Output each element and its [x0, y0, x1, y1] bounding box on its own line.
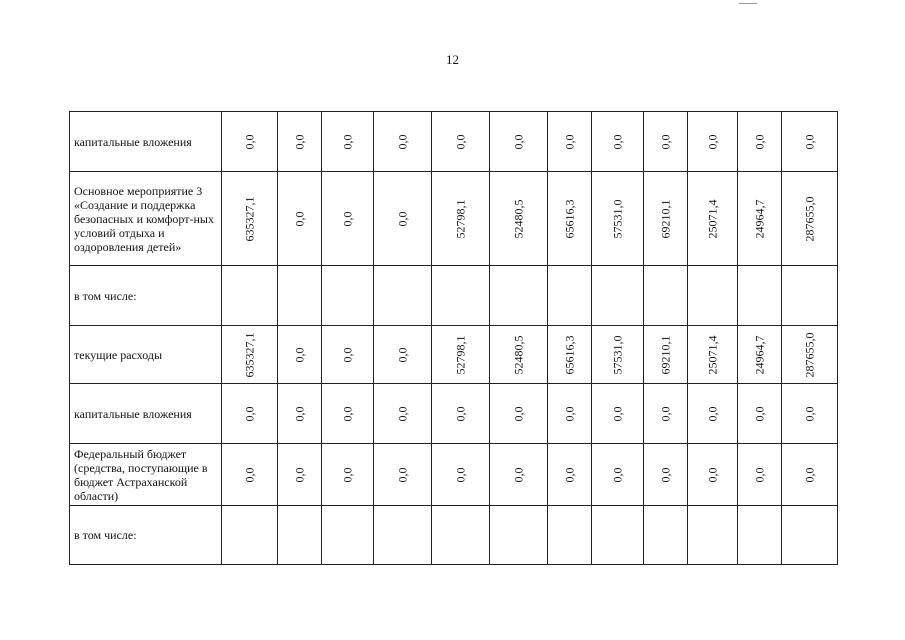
- value-cell: [644, 444, 688, 506]
- cell-value: 0,0: [395, 467, 409, 482]
- value-cell: [688, 326, 738, 384]
- cell-value: 0,0: [242, 467, 256, 482]
- cell-value: 57531,0: [610, 335, 624, 374]
- value-cell: [322, 326, 374, 384]
- value-cell: [738, 444, 782, 506]
- value-cell: [432, 266, 490, 326]
- cell-value: 0,0: [395, 347, 409, 362]
- value-cell: [548, 172, 592, 266]
- value-cell: [490, 444, 548, 506]
- cell-value: 0,0: [292, 467, 306, 482]
- value-cell: [644, 506, 688, 565]
- cell-value: 635327,1: [242, 332, 256, 377]
- value-cell: [782, 172, 838, 266]
- value-cell: [592, 506, 644, 565]
- cell-value: 0,0: [453, 467, 467, 482]
- cell-value: 0,0: [395, 406, 409, 421]
- value-cell: [374, 384, 432, 444]
- table-row: [70, 172, 838, 266]
- cell-value: 52480,5: [511, 199, 525, 238]
- cell-value: 0,0: [802, 406, 816, 421]
- value-cell: [432, 172, 490, 266]
- cell-value: 0,0: [292, 347, 306, 362]
- cell-value: 0,0: [802, 467, 816, 482]
- value-cell: [782, 112, 838, 172]
- row-label: Основное мероприятие 3 «Создание и поддержка безопасных и комфорт-ных условий отдыха и оздоровления детей»: [70, 172, 222, 266]
- cell-value: 0,0: [610, 406, 624, 421]
- table-row: [70, 326, 838, 384]
- cell-value: 287655,0: [802, 332, 816, 377]
- table-row: [70, 384, 838, 444]
- value-cell: [644, 266, 688, 326]
- value-cell: [592, 384, 644, 444]
- cell-value: 0,0: [562, 134, 576, 149]
- value-cell: [374, 172, 432, 266]
- cell-value: 0,0: [802, 134, 816, 149]
- cell-value: 0,0: [511, 467, 525, 482]
- table-row: [70, 266, 838, 326]
- value-cell: [278, 384, 322, 444]
- cell-value: 52798,1: [453, 335, 467, 374]
- cell-value: 0,0: [242, 406, 256, 421]
- cell-value: 25071,4: [705, 199, 719, 238]
- value-cell: [688, 506, 738, 565]
- row-label: в том числе:: [70, 266, 222, 326]
- value-cell: [688, 172, 738, 266]
- value-cell: [644, 172, 688, 266]
- value-cell: [592, 444, 644, 506]
- value-cell: [782, 506, 838, 565]
- value-cell: [222, 326, 278, 384]
- top-edge-mark: [739, 0, 757, 4]
- value-cell: [374, 506, 432, 565]
- cell-value: 0,0: [705, 467, 719, 482]
- cell-value: 0,0: [340, 211, 354, 226]
- cell-value: 0,0: [340, 134, 354, 149]
- value-cell: [490, 172, 548, 266]
- cell-value: 0,0: [562, 467, 576, 482]
- cell-value: 24964,7: [752, 199, 766, 238]
- cell-value: 0,0: [395, 211, 409, 226]
- value-cell: [374, 266, 432, 326]
- value-cell: [688, 384, 738, 444]
- row-label: капитальные вложения: [70, 384, 222, 444]
- value-cell: [322, 506, 374, 565]
- row-label: Федеральный бюджет (средства, поступающие в бюджет Астраханской области): [70, 444, 222, 506]
- value-cell: [592, 326, 644, 384]
- cell-value: 0,0: [242, 134, 256, 149]
- value-cell: [490, 384, 548, 444]
- value-cell: [222, 506, 278, 565]
- cell-value: 0,0: [340, 406, 354, 421]
- budget-table: [69, 111, 838, 565]
- value-cell: [738, 506, 782, 565]
- cell-value: 0,0: [511, 134, 525, 149]
- value-cell: [432, 506, 490, 565]
- cell-value: 0,0: [752, 406, 766, 421]
- value-cell: [490, 326, 548, 384]
- cell-value: 25071,4: [705, 335, 719, 374]
- cell-value: 0,0: [453, 406, 467, 421]
- cell-value: 0,0: [562, 406, 576, 421]
- value-cell: [592, 112, 644, 172]
- cell-value: 69210,1: [658, 199, 672, 238]
- cell-value: 0,0: [292, 406, 306, 421]
- cell-value: 0,0: [658, 406, 672, 421]
- table-row: [70, 444, 838, 506]
- value-cell: [222, 112, 278, 172]
- value-cell: [432, 444, 490, 506]
- value-cell: [738, 112, 782, 172]
- value-cell: [322, 444, 374, 506]
- value-cell: [782, 326, 838, 384]
- cell-value: 0,0: [610, 467, 624, 482]
- cell-value: 287655,0: [802, 196, 816, 241]
- value-cell: [278, 444, 322, 506]
- value-cell: [548, 112, 592, 172]
- value-cell: [322, 112, 374, 172]
- cell-value: 0,0: [292, 211, 306, 226]
- value-cell: [782, 444, 838, 506]
- cell-value: 0,0: [453, 134, 467, 149]
- value-cell: [222, 172, 278, 266]
- cell-value: 24964,7: [752, 335, 766, 374]
- page-number: 12: [446, 52, 459, 67]
- cell-value: 69210,1: [658, 335, 672, 374]
- cell-value: 635327,1: [242, 196, 256, 241]
- cell-value: 52480,5: [511, 335, 525, 374]
- cell-value: 0,0: [658, 134, 672, 149]
- row-label: текущие расходы: [70, 326, 222, 384]
- value-cell: [548, 266, 592, 326]
- value-cell: [548, 506, 592, 565]
- cell-value: 0,0: [705, 406, 719, 421]
- row-label: капитальные вложения: [70, 112, 222, 172]
- value-cell: [592, 172, 644, 266]
- value-cell: [548, 326, 592, 384]
- value-cell: [278, 506, 322, 565]
- value-cell: [738, 384, 782, 444]
- value-cell: [688, 444, 738, 506]
- cell-value: 65616,3: [562, 335, 576, 374]
- value-cell: [490, 112, 548, 172]
- value-cell: [738, 172, 782, 266]
- value-cell: [782, 384, 838, 444]
- value-cell: [374, 444, 432, 506]
- cell-value: 0,0: [340, 347, 354, 362]
- cell-value: 0,0: [340, 467, 354, 482]
- value-cell: [738, 266, 782, 326]
- value-cell: [322, 172, 374, 266]
- value-cell: [548, 444, 592, 506]
- value-cell: [278, 266, 322, 326]
- value-cell: [432, 326, 490, 384]
- value-cell: [374, 112, 432, 172]
- table-row: [70, 112, 838, 172]
- value-cell: [278, 172, 322, 266]
- cell-value: 0,0: [610, 134, 624, 149]
- value-cell: [222, 444, 278, 506]
- value-cell: [222, 266, 278, 326]
- value-cell: [490, 506, 548, 565]
- cell-value: 57531,0: [610, 199, 624, 238]
- value-cell: [278, 112, 322, 172]
- value-cell: [222, 384, 278, 444]
- value-cell: [688, 266, 738, 326]
- value-cell: [644, 384, 688, 444]
- value-cell: [688, 112, 738, 172]
- cell-value: 65616,3: [562, 199, 576, 238]
- value-cell: [592, 266, 644, 326]
- cell-value: 0,0: [752, 134, 766, 149]
- value-cell: [432, 384, 490, 444]
- cell-value: 0,0: [292, 134, 306, 149]
- cell-value: 0,0: [511, 406, 525, 421]
- table-row: [70, 506, 838, 565]
- value-cell: [644, 112, 688, 172]
- value-cell: [322, 266, 374, 326]
- cell-value: 0,0: [752, 467, 766, 482]
- row-label: в том числе:: [70, 506, 222, 565]
- cell-value: 52798,1: [453, 199, 467, 238]
- cell-value: 0,0: [658, 467, 672, 482]
- value-cell: [782, 266, 838, 326]
- value-cell: [374, 326, 432, 384]
- value-cell: [548, 384, 592, 444]
- value-cell: [738, 326, 782, 384]
- cell-value: 0,0: [395, 134, 409, 149]
- value-cell: [432, 112, 490, 172]
- cell-value: 0,0: [705, 134, 719, 149]
- value-cell: [490, 266, 548, 326]
- value-cell: [278, 326, 322, 384]
- value-cell: [644, 326, 688, 384]
- value-cell: [322, 384, 374, 444]
